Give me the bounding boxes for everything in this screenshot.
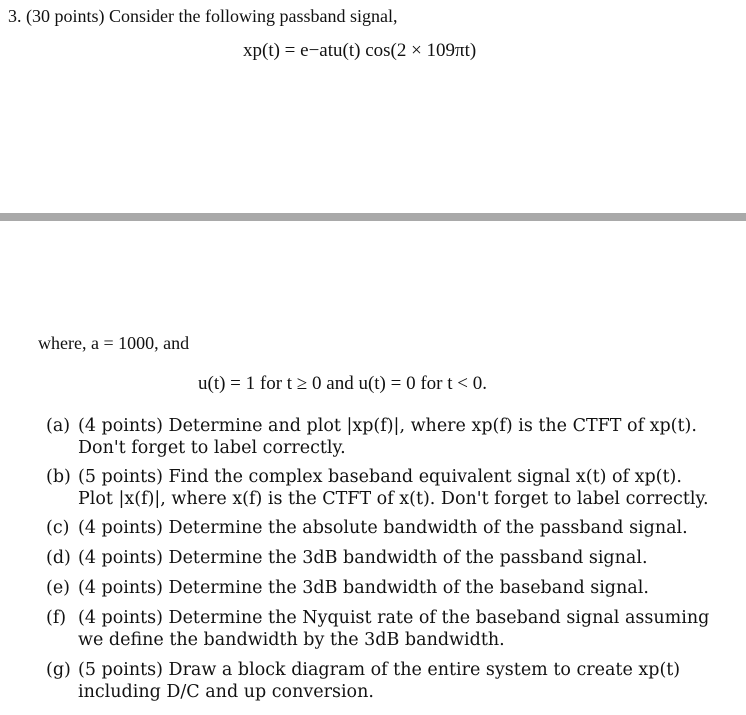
- part-text: (5 points) Find the complex baseband equivalent signal x(t) of xp(t). Plot |x(f)|, where x(f) is the CTFT of x(t). Don't forget to label correctly.: [78, 467, 709, 509]
- equation-math: u(t) = 1 for t ≥ 0 and u(t) = 0 for t < 0.: [198, 373, 487, 394]
- problem-header: 3. (30 points) Consider the following passband signal,: [8, 6, 398, 26]
- part-label: (b): [46, 467, 71, 487]
- part-label: (g): [46, 660, 71, 680]
- part-b: [46, 466, 716, 510]
- part-label: (e): [46, 578, 71, 598]
- part-text: (4 points) Determine the 3dB bandwidth of the passband signal.: [78, 548, 648, 568]
- unit-step-equation: [198, 373, 487, 395]
- part-e: [46, 577, 716, 599]
- part-label: (a): [46, 416, 71, 436]
- part-d: [46, 547, 716, 569]
- part-c: [46, 517, 716, 539]
- part-text: (4 points) Determine the Nyquist rate of the baseband signal assuming we define the bandwidth by the 3dB bandwidth.: [78, 608, 710, 650]
- part-text: (5 points) Draw a block diagram of the entire system to create xp(t) including D/C and up conversion.: [78, 660, 681, 702]
- part-a: [46, 415, 716, 459]
- part-g: [46, 659, 716, 703]
- passband-signal-equation: [243, 40, 476, 62]
- part-label: (f): [46, 608, 67, 628]
- equation-math: xp(t) = e−atu(t) cos(2 × 109πt): [243, 40, 477, 61]
- part-label: (c): [46, 518, 70, 538]
- where-line: where, a = 1000, and: [38, 333, 190, 353]
- section-divider: [0, 213, 746, 221]
- part-f: [46, 607, 716, 651]
- part-text: (4 points) Determine the absolute bandwidth of the passband signal.: [78, 518, 688, 538]
- part-text: (4 points) Determine and plot |xp(f)|, where xp(f) is the CTFT of xp(t). Don't forget to label correctly.: [78, 416, 697, 458]
- part-label: (d): [46, 548, 71, 568]
- part-text: (4 points) Determine the 3dB bandwidth of the baseband signal.: [78, 578, 649, 598]
